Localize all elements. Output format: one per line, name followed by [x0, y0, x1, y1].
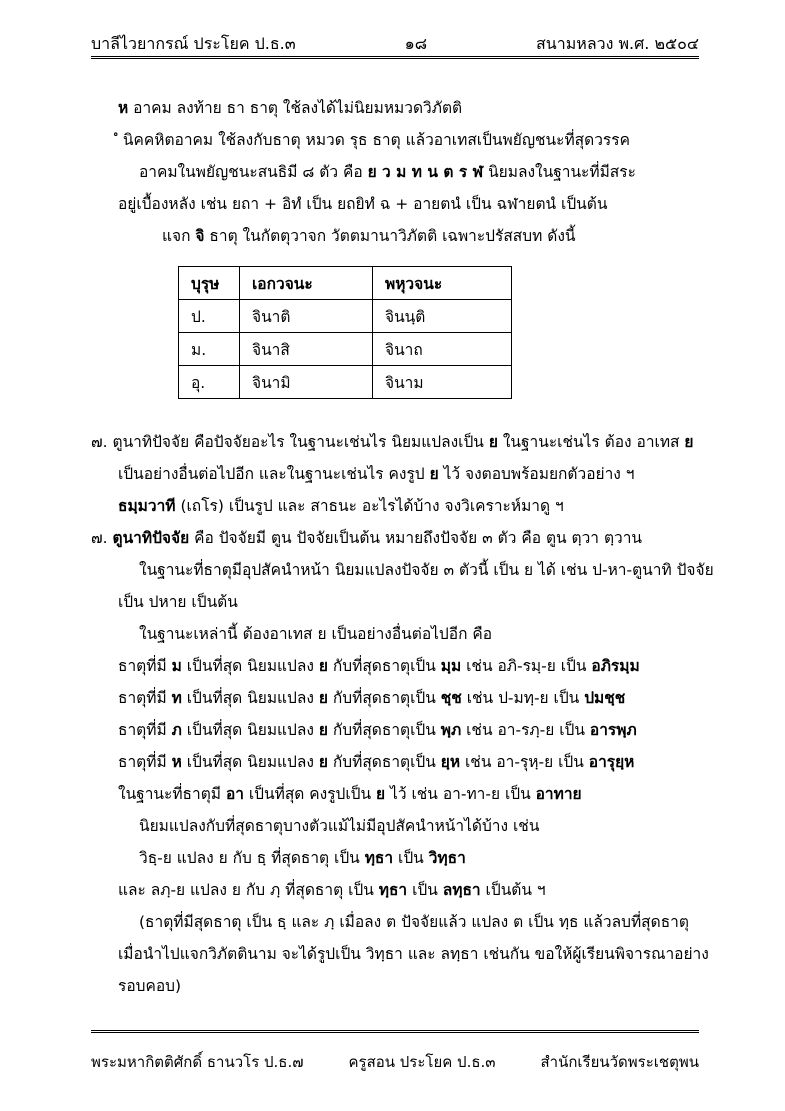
answer-note-1: (ธาตุที่มีสุดธาตุ เป็น ธฺ และ ภฺ เมื่อลง ต ปัจจัยแล้ว แปลง ต เป็น ทฺธ แล้วลบที่สุดธาตุ: [139, 913, 689, 931]
answer-line-2: ในฐานะที่ธาตุมีอุปสัคนำหน้า นิยมแปลงปัจจัย ๓ ตัวนี้ เป็น ย ได้ เช่น ป-หา-ตูนาทิ ปัจจัย: [139, 561, 714, 579]
question-line-2: เป็นอย่างอื่นต่อไปอีก และในฐานะเช่นไร คงรูป ย ไว้ จงตอบพร้อมยกตัวอย่าง ฯ: [118, 465, 635, 483]
answer-line-labh: และ ลภฺ-ย แปลง ย กับ ภฺ ที่สุดธาตุ เป็น ทฺธา เป็น ลทฺธา เป็นต้น ฯ: [118, 881, 546, 899]
answer-note-2: เมื่อนำไปแจกวิภัตตินาม จะได้รูปเป็น วิทฺธา และ ลทฺธา เช่นกัน ขอให้ผู้เรียนพิจารณาอย่าง: [118, 945, 709, 963]
footer-rule: [91, 1030, 699, 1033]
footer-class: ครูสอน ประโยค ป.ธ.๓: [348, 1053, 496, 1071]
answer-line-4: ในฐานะเหล่านี้ ต้องอาเทส ย เป็นอย่างอื่นต่อไปอีก คือ: [139, 625, 493, 643]
answer-line-aa: ในฐานะที่ธาตุมี อา เป็นที่สุด คงรูปเป็น ย ไว้ เช่น อา-ทา-ย เป็น อาทาย: [118, 785, 582, 803]
page-number: ๑๘: [404, 34, 428, 53]
header-person: บุรุษ: [179, 267, 240, 300]
header-title: บาลีไวยากรณ์ ประโยค ป.ธ.๓: [91, 34, 296, 53]
rule-line: ธาตุที่มี ท เป็นที่สุด นิยมแปลง ย กับที่สุดธาตุเป็น ชฺช เช่น ป-มทฺ-ย เป็น ปมชฺช: [118, 689, 626, 707]
line-example: อยู่เบื้องหลัง เช่น ยถา + อิทํ เป็น ยถยิทํ ฉ + อายตนํ เป็น ฉฬายตนํ เป็นต้น: [118, 195, 608, 213]
conjugation-table: [178, 266, 512, 399]
header-exam: สนามหลวง พ.ศ. ๒๕๐๔: [536, 34, 699, 53]
rule-line: ธาตุที่มี ภ เป็นที่สุด นิยมแปลง ย กับที่สุดธาตุเป็น พฺภ เช่น อา-รภฺ-ย เป็น อารพฺภ: [118, 721, 637, 739]
header-plural: พหุวจนะ: [373, 267, 512, 300]
answer-line-no-prefix: นิยมแปลงกับที่สุดธาตุบางตัวแม้ไม่มีอุปสัคนำหน้าได้บ้าง เช่น: [139, 817, 540, 835]
line-h-agama: ห อาคม ลงท้าย ธา ธาตุ ใช้ลงได้ไม่นิยมหมวดวิภัตติ: [118, 99, 463, 117]
answer-line-1: ๗. ตูนาทิปัจจัย คือ ปัจจัยมี ตูน ปัจจัยเป็นต้น หมายถึงปัจจัย ๓ ตัว คือ ตูน ตฺวา ตฺวาน: [91, 529, 643, 547]
footer-author: พระมหากิตติศักดิ์ ธานวโร ป.ธ.๗: [91, 1053, 304, 1071]
line-niggahita: ํ นิคคหิตอาคม ใช้ลงกับธาตุ หมวด รุธ ธาตุ แล้วอาเทสเป็นพยัญชนะที่สุดวรรค: [118, 131, 630, 149]
answer-line-vidh: วิธฺ-ย แปลง ย กับ ธฺ ที่สุดธาตุ เป็น ทฺธา เป็น วิทฺธา: [139, 849, 466, 867]
table-row: ป. จินาติ จินนฺติ: [179, 300, 512, 333]
header-singular: เอกวจนะ: [240, 267, 373, 300]
page-footer: [91, 1050, 699, 1074]
answer-line-3: เป็น ปหาย เป็นต้น: [118, 593, 238, 611]
page-header: [91, 32, 699, 57]
answer-note-3: รอบคอบ): [118, 977, 182, 995]
table-row: ม. จินาสิ จินาถ: [179, 333, 512, 366]
line-agama-sandhi: อาคมในพยัญชนะสนธิมี ๘ ตัว คือ ย ว ม ท น ต ร ฬ นิยมลงในฐานะที่มีสระ: [139, 163, 636, 181]
rule-line: ธาตุที่มี ห เป็นที่สุด นิยมแปลง ย กับที่สุดธาตุเป็น ยฺห เช่น อา-รุหฺ-ย เป็น อารุยฺห: [118, 753, 635, 771]
header-rule: [91, 56, 699, 59]
table-row: อุ. จินามิ จินาม: [179, 366, 512, 399]
table-header-row: [179, 267, 512, 300]
question-line-3: ธมฺมวาที (เถโร) เป็นรูป และ สาธนะ อะไรได้บ้าง จงวิเคราะห์มาดู ฯ: [118, 497, 564, 515]
question-line-1: ๗. ตูนาทิปัจจัย คือปัจจัยอะไร ในฐานะเช่นไร นิยมแปลงเป็น ย ในฐานะเช่นไร ต้อง อาเทส ย: [91, 433, 694, 451]
line-conjugation-intro: แจก จิ ธาตุ ในกัตตุวาจก วัตตมานาวิภัตติ เฉพาะปรัสสบท ดังนี้: [162, 227, 576, 245]
rule-line: ธาตุที่มี ม เป็นที่สุด นิยมแปลง ย กับที่สุดธาตุเป็น มฺม เช่น อภิ-รมฺ-ย เป็น อภิรมฺม: [118, 657, 640, 675]
footer-school: สำนักเรียนวัดพระเชตุพน: [540, 1053, 699, 1071]
